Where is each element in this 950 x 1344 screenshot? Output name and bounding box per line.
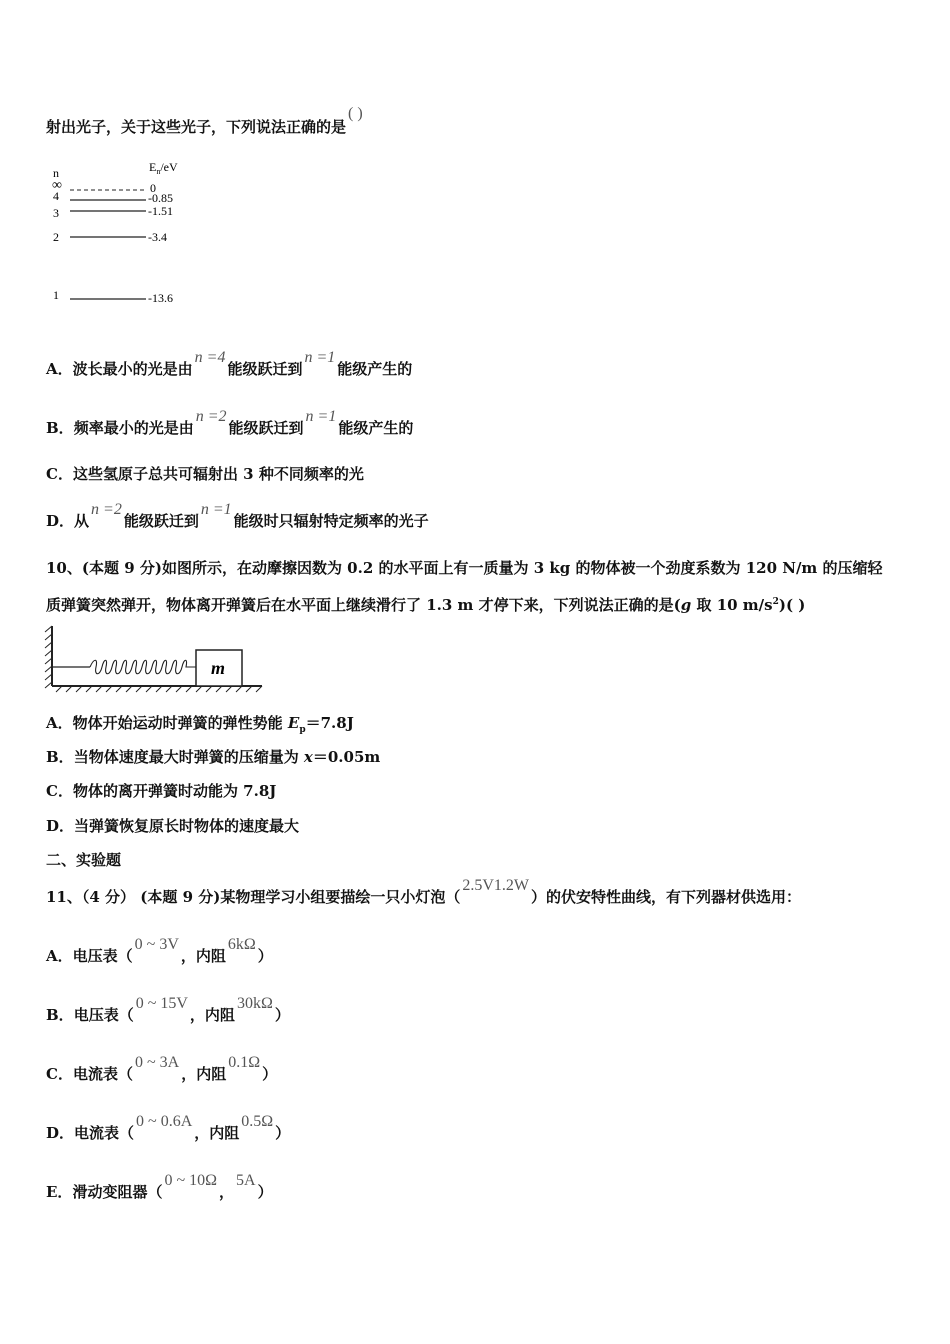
- option-text: ，: [219, 1183, 235, 1201]
- q10-option-b: [46, 746, 380, 767]
- q10-option-c: [46, 780, 276, 801]
- option-text: 从: [74, 512, 90, 530]
- spring-block-figure: [44, 624, 266, 694]
- option-text: 波长最小的光是由: [72, 360, 193, 378]
- option-text: 能级产生的: [338, 419, 414, 437]
- q10-option-d: [46, 815, 299, 836]
- diagram-e-label: $E_n/eV$: [149, 160, 178, 176]
- level-e-4: -0.85: [148, 191, 173, 205]
- math-expr: 6kΩ: [227, 936, 256, 953]
- spring-coil: [90, 660, 196, 674]
- option-text: ）: [275, 1124, 291, 1142]
- option-text: ＝7.8J: [305, 714, 354, 732]
- math-expr: 30kΩ: [236, 995, 273, 1012]
- level-e-2: -3.4: [148, 230, 167, 244]
- option-text: ，内阻: [189, 1006, 235, 1024]
- option-text: ）: [274, 1006, 290, 1024]
- option-text: 能级跃迁到: [227, 360, 303, 378]
- option-label: B．: [46, 419, 74, 437]
- level-n-inf: ∞: [52, 178, 62, 193]
- math-expr: 5A: [236, 1172, 256, 1189]
- math-expr: 0 ~ 0.6A: [136, 1113, 193, 1130]
- option-text: ）: [257, 947, 273, 965]
- q11-option-c: [46, 1054, 278, 1084]
- q10-stem-line2: [46, 594, 805, 615]
- option-text: 电压表（: [72, 947, 133, 965]
- option-text: 电流表（: [74, 1124, 135, 1142]
- option-label: B．: [46, 1006, 74, 1024]
- q10-stem-line1: 10、(本题 9 分)如图所示，在动摩擦因数为 0.2 的水平面上有一质量为 3 kg 的物体被一个劲度系数为 120 N/m 的压缩轻: [46, 559, 883, 577]
- section-title: 二、实验题: [46, 851, 122, 869]
- wall-hatch: [45, 626, 52, 688]
- option-text: 当弹簧恢复原长时物体的速度最大: [74, 817, 300, 835]
- math-expr: n =1: [305, 408, 337, 425]
- option-label: C．: [46, 465, 73, 483]
- option-text: 滑动变阻器（: [72, 1183, 163, 1201]
- q11-option-b: [46, 995, 290, 1025]
- option-label: A．: [46, 947, 73, 965]
- q9-intro-text: 射出光子，关于这些光子，下列说法正确的是: [46, 118, 347, 136]
- math-expr: 0 ~ 3A: [134, 1054, 180, 1071]
- option-sub: p: [299, 725, 306, 735]
- option-text: ，内阻: [180, 947, 226, 965]
- level-n-3: 3: [53, 206, 59, 220]
- option-text: ）: [262, 1065, 278, 1083]
- stem-var: g: [680, 596, 692, 614]
- math-expr: 0 ~ 3V: [134, 936, 179, 953]
- level-n-1: 1: [53, 288, 59, 302]
- level-e-3: -1.51: [148, 204, 173, 218]
- math-expr: n =2: [91, 501, 122, 518]
- stem-text: 质弹簧突然弹开，物体离开弹簧后在水平面上继续滑行了 1.3 m 才停下来，下列说法正确的是(: [46, 596, 681, 614]
- option-label: E．: [46, 1183, 73, 1201]
- option-label: A．: [46, 714, 73, 732]
- math-expr: n =1: [304, 349, 336, 366]
- option-text: 能级跃迁到: [228, 419, 304, 437]
- math-expr: 0.5Ω: [241, 1113, 274, 1130]
- option-text: 能级产生的: [337, 360, 413, 378]
- mass-label: m: [211, 658, 226, 678]
- stem-sup: 2: [772, 597, 779, 607]
- option-text: 当物体速度最大时弹簧的压缩量为: [73, 748, 304, 766]
- stem-text: )( ): [778, 596, 806, 614]
- q9-answer-bracket: ( ): [348, 105, 363, 122]
- level-e-inf: 0: [150, 181, 156, 195]
- option-text: 频率最小的光是由: [73, 419, 194, 437]
- option-label: C．: [46, 1065, 73, 1083]
- option-label: C．: [46, 782, 73, 800]
- q9-option-c: [46, 463, 364, 484]
- math-expr: n =2: [195, 408, 227, 425]
- option-label: D．: [46, 1124, 75, 1142]
- option-label: A．: [46, 360, 73, 378]
- option-text: 这些氢原子总共可辐射出 3 种不同频率的光: [72, 465, 364, 483]
- stem-text: 取 10 m/s: [691, 596, 773, 614]
- q9-option-a: [46, 349, 413, 379]
- option-text: 能级跃迁到: [123, 512, 199, 530]
- option-text: ）: [257, 1183, 273, 1201]
- stem-text: 11、（4 分） (本题 9 分)某物理学习小组要描绘一只小灯泡（: [46, 888, 461, 906]
- q11-option-a: [46, 936, 273, 966]
- option-text: 物体的离开弹簧时动能为 7.8J: [72, 782, 277, 800]
- option-label: D．: [46, 512, 75, 530]
- option-label: B．: [46, 748, 74, 766]
- option-text: ＝0.05m: [312, 748, 381, 766]
- math-expr: n =1: [200, 501, 232, 518]
- math-expr: 0 ~ 10Ω: [164, 1172, 217, 1189]
- math-expr: n =4: [194, 349, 226, 366]
- math-expr: 0 ~ 15V: [135, 995, 188, 1012]
- option-text: 电流表（: [72, 1065, 133, 1083]
- level-n-2: 2: [53, 230, 59, 244]
- option-label: D．: [46, 817, 75, 835]
- option-text: 物体开始运动时弹簧的弹性势能: [72, 714, 288, 732]
- q9-intro: [46, 105, 365, 137]
- option-text: ，内阻: [194, 1124, 240, 1142]
- diagram-n-label: n: [53, 166, 59, 180]
- level-e-1: -13.6: [148, 291, 173, 305]
- level-n-4: 4: [53, 189, 59, 203]
- math-expr: 0.1Ω: [228, 1054, 261, 1071]
- option-var: x: [303, 748, 313, 766]
- option-text: ，内阻: [181, 1065, 227, 1083]
- option-text: 电压表（: [73, 1006, 134, 1024]
- q9-option-b: [46, 408, 414, 438]
- stem-text: ）的伏安特性曲线，有下列器材供选用：: [531, 888, 802, 906]
- q10-option-a: [46, 712, 354, 735]
- option-text: 能级时只辐射特定频率的光子: [233, 512, 429, 530]
- math-expr: 2.5V1.2W: [462, 877, 529, 894]
- q9-option-d: [46, 501, 429, 531]
- q11-option-d: [46, 1113, 291, 1143]
- option-var: E: [287, 714, 300, 732]
- energy-level-diagram: [46, 155, 206, 315]
- q11-option-e: [46, 1172, 273, 1202]
- q11-stem: [46, 877, 802, 907]
